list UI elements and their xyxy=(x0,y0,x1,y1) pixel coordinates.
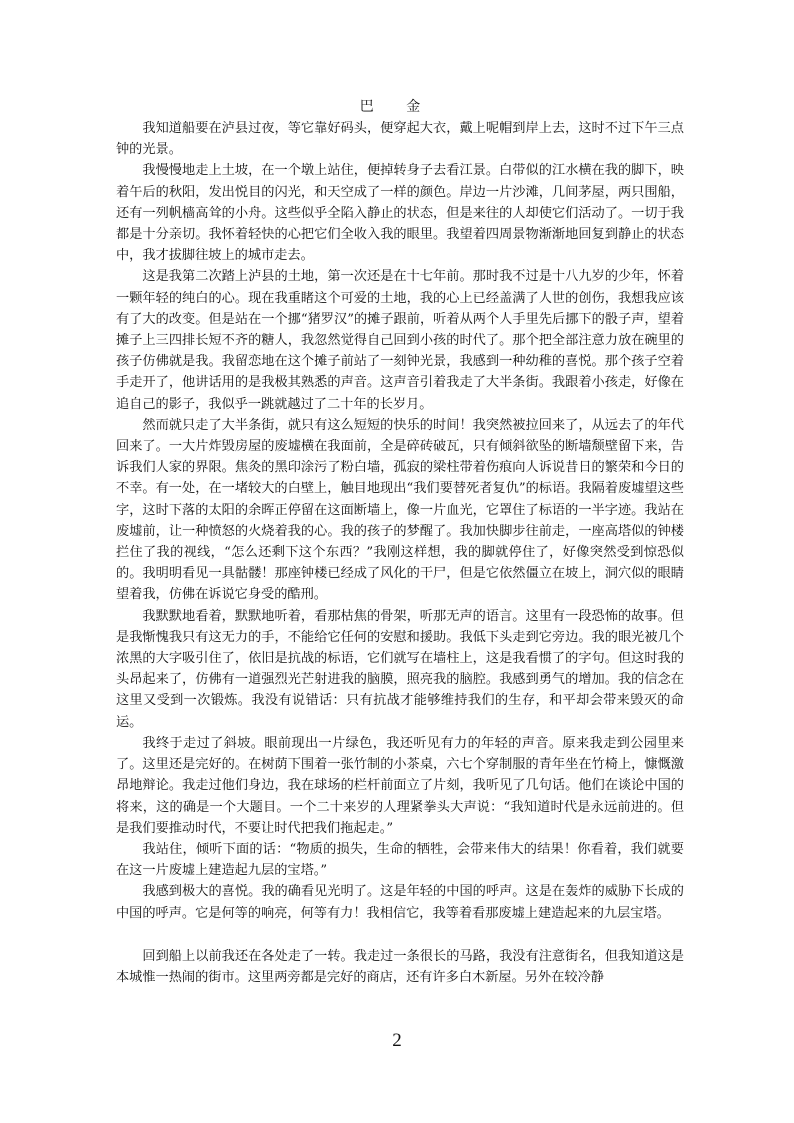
author-name: 巴 金 xyxy=(359,99,435,115)
paragraph: 回到船上以前我还在各处走了一转。我走过一条很长的马路，我没有注意街名，但我知道这是本城惟一热闹的街市。这里两旁都是完好的商店，还有许多白木新屋。另外在较冷静 xyxy=(116,948,684,985)
paragraph: 我知道船要在泸县过夜，等它靠好码头，便穿起大衣，戴上呢帽到岸上去，这时不过下午三点钟的光景。 xyxy=(116,121,684,158)
page-number: 2 xyxy=(392,1030,402,1051)
paragraph: 这是我第二次踏上泸县的土地，第一次还是在十七年前。那时我不过是十八九岁的少年，怀着一颗年轻的纯白的心。现在我重睹这个可爱的土地，我的心上已经盖满了人世的创伤，我想我应该有了大的改变。但是站在一个挪“猪罗汉”的摊子跟前，听着从两个人手里先后挪下的骰子声，望着摊子上三四排长短不齐的糖人，我忽然觉得自己回到小孩的时代了。那个把全部注意力放在碗里的孩子仿佛就是我。我留恋地在这个摊子前站了一刻钟光景，我感到一种幼稚的喜悦。那个孩子空着手走开了，他讲话用的是我极其熟悉的声音。这声音引着我走了大半条街。我跟着小孩走，好像在追自己的影子，我似乎一跳就越过了二十年的长岁月。 xyxy=(116,269,684,412)
paragraph: 我站住，倾听下面的话：“物质的损失，生命的牺牲，会带来伟大的结果！你看着，我们就要在这一片废墟上建造起九层的宝塔。” xyxy=(116,841,684,879)
paragraph: 我慢慢地走上土坡，在一个墩上站住，便掉转身子去看江景。白带似的江水横在我的脚下，映着午后的秋阳，发出悦目的闪光，和天空成了一样的颜色。岸边一片沙滩，几间茅屋，两只围船，还有一列帆樯高耸的小舟。这些似乎全陷入静止的状态，但是来往的人却使它们活动了。一切于我都是十分亲切。我怀着轻快的心把它们全收入我的眼里。我望着四周景物渐渐地回复到静止的状态中，我才拔脚往坡上的城市走去。 xyxy=(116,163,684,264)
paragraph: 我感到极大的喜悦。我的确看见光明了。这是年轻的中国的呼声。这是在轰炸的威胁下长成的中国的呼声。它是何等的响亮，何等有力！我相信它，我等着看那废墟上建造起来的九层宝塔。 xyxy=(116,884,684,921)
paragraph: 然而就只走了大半条街，就只有这么短短的快乐的时间！我突然被拉回来了，从远去了的年代回来了。一大片炸毁房屋的废墟横在我面前，全是碎砖破瓦，只有倾斜欲坠的断墙颓壁留下来，告诉我们人家的界限。焦灸的黑印涂污了粉白墙，孤寂的梁柱带着伤痕向人诉说昔日的繁荣和今日的不幸。有一处，在一堵较大的白壁上，触目地现出“我们要替死者复仇”的标语。我隔着废墟望这些字，这时下落的太阳的余晖正停留在这面断墙上，像一片血光，它罩住了标语的一半字迹。我站在废墟前，让一种愤怒的火烧着我的心。我的孩子的梦醒了。我加快脚步往前走，一座高塔似的钟楼拦住了我的视线，“怎么还剩下这个东西？”我刚这样想，我的脚就停住了，好像突然受到惊恐似的。我明明看见一具骷髅！那座钟楼已经成了风化的干尸，但是它依然僵立在坡上，洞穴似的眼睛望着我，仿佛在诉说它身受的酷刑。 xyxy=(116,417,684,603)
essay-body xyxy=(116,118,684,988)
paragraph: 我终于走过了斜坡。眼前现出一片绿色，我还听见有力的年轻的声音。原来我走到公园里来了。这里还是完好的。在树荫下围着一张竹制的小茶桌，六七个穿制服的青年坐在竹椅上，慷慨激昂地辩论。我走过他们身边，我在球场的栏杆前面立了片刻，我听见了几句话。他们在谈论中国的将来，这的确是一个大题目。一个二十来岁的人理紧拳头大声说：“我知道时代是永远前进的。但是我们要推动时代，不要让时代把我们拖起走。” xyxy=(116,735,684,836)
section-gap xyxy=(116,924,684,946)
paragraph: 我默默地看着，默默地听着，看那枯焦的骨架，听那无声的语言。这里有一段恐怖的故事。但是我惭愧我只有这无力的手，不能给它任何的安慰和援助。我低下头走到它旁边。我的眼光被几个浓黑的大字吸引住了，依旧是抗战的标语，它们就写在墙柱上，这是我看惯了的字句。但这时我的头昂起来了，仿佛有一道强烈光芒射进我的脑膜，照亮我的脑腔。我感到勇气的增加。我的信念在这里又受到一次锻炼。我没有说错话：只有抗战才能够维持我们的生存，和平却会带来毁灭的命运。 xyxy=(116,608,684,730)
